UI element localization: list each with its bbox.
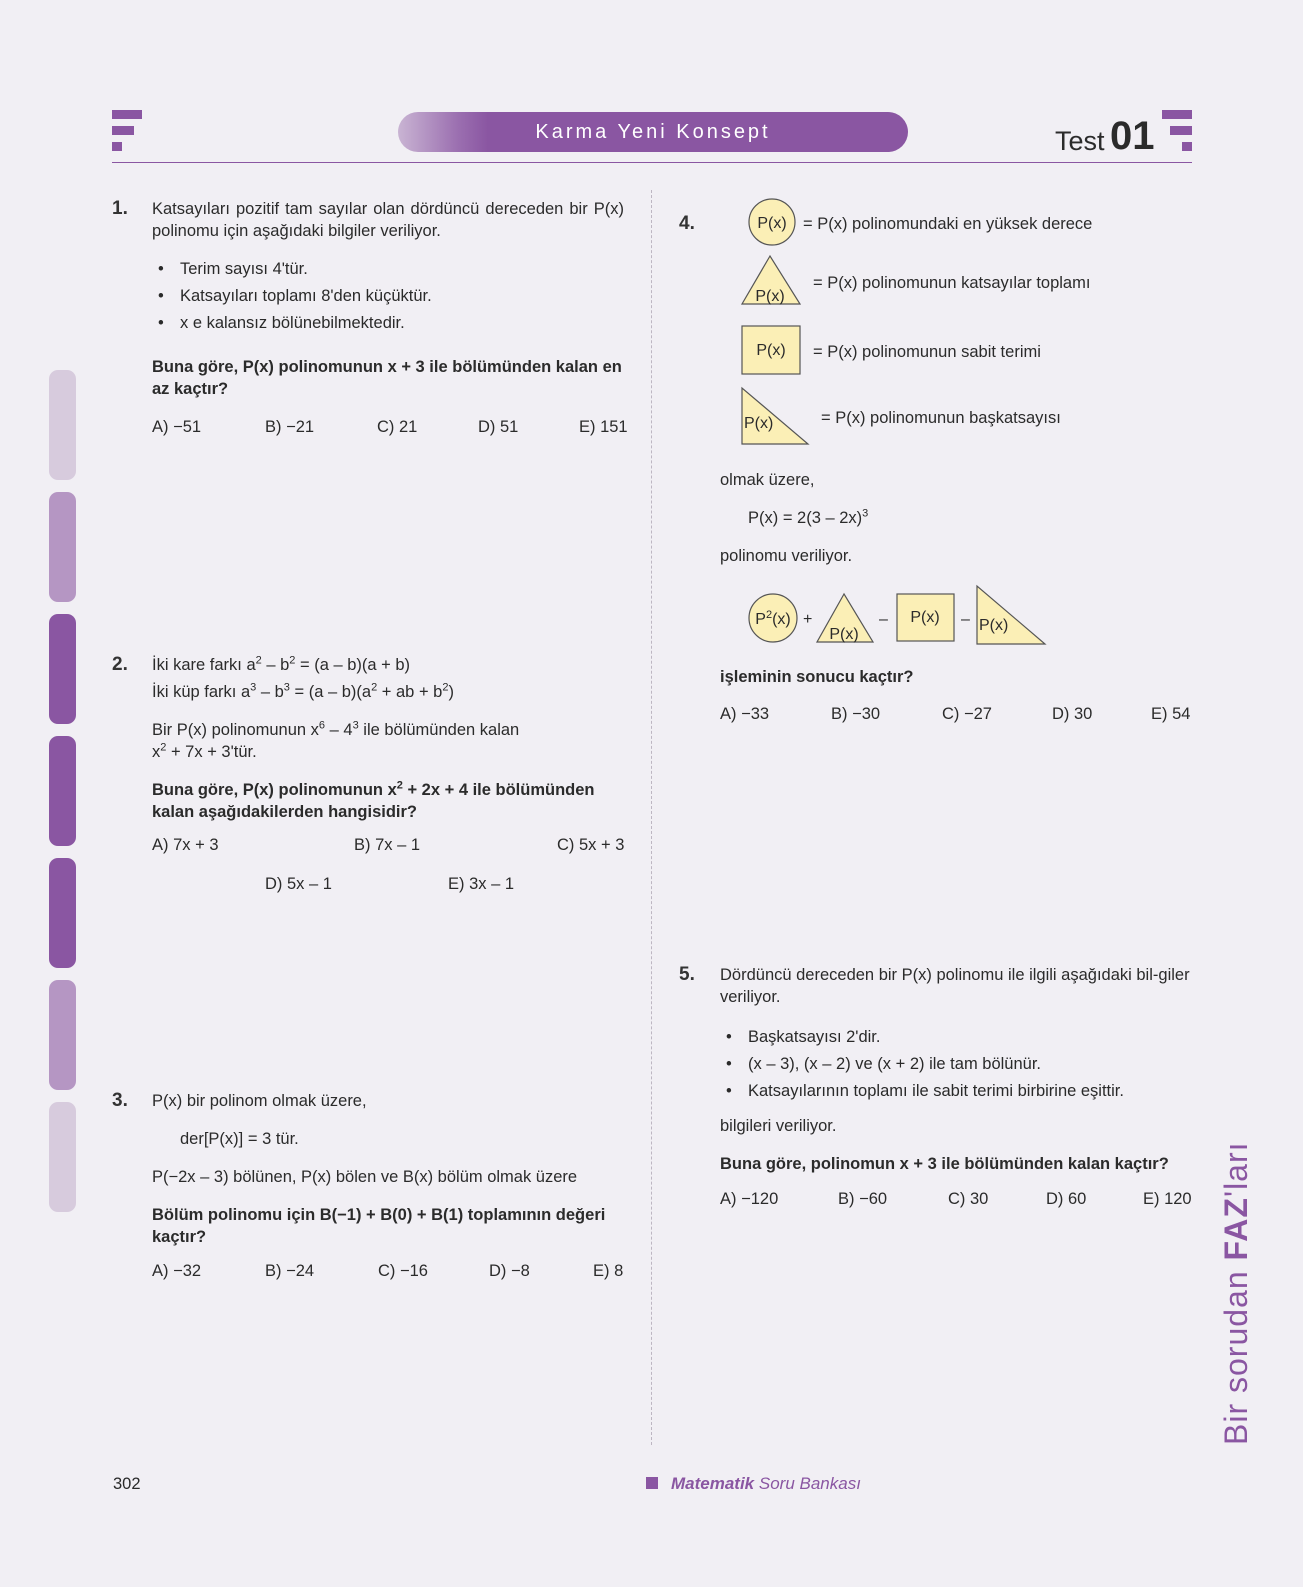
question-number: 4. xyxy=(679,213,695,234)
q3-line1: P(x) bir polinom olmak üzere, xyxy=(152,1092,367,1110)
q4-equation: P(x) = 2(3 – 2x)$^3$ xyxy=(748,507,869,527)
logo-left xyxy=(112,110,142,152)
option: D) −8 xyxy=(489,1262,530,1280)
def-square: = P(x) polinomunun sabit terimi xyxy=(813,343,1041,361)
option: A) −32 xyxy=(152,1262,202,1280)
shape-label: P(x) xyxy=(910,609,940,626)
option: E) 151 xyxy=(579,418,628,436)
header-rule xyxy=(112,162,1192,163)
banner-title: Karma Yeni Konsept xyxy=(535,121,771,143)
q5-bullets xyxy=(720,1024,1192,1105)
q4-question: işleminin sonucu kaçtır? xyxy=(720,668,914,686)
question-number: 2. xyxy=(112,654,128,675)
side-slogan: Bir sorudan FAZ'ları xyxy=(1218,1141,1254,1445)
option: D) 5x – 1 xyxy=(265,875,332,893)
option: E) 54 xyxy=(1151,705,1191,723)
option: C) 5x + 3 xyxy=(557,836,625,854)
right-triangle-shape xyxy=(977,586,1045,644)
list-item: • (x – 3), (x – 2) ve (x + 2) ile tam bölünür. xyxy=(720,1051,1192,1078)
question-number: 5. xyxy=(679,964,695,985)
option: A) 7x + 3 xyxy=(152,836,219,854)
def-triangle: = P(x) polinomunun katsayılar toplamı xyxy=(813,274,1091,292)
question-number: 1. xyxy=(112,198,128,219)
option: B) −21 xyxy=(265,418,315,436)
option: C) −16 xyxy=(378,1262,428,1280)
column-divider xyxy=(651,190,652,1445)
option: D) 51 xyxy=(478,418,519,436)
question-number: 3. xyxy=(112,1090,128,1111)
q3-line2: der[P(x)] = 3 tür. xyxy=(180,1130,299,1148)
test-number: 01 xyxy=(1110,114,1155,158)
footer-square xyxy=(646,1477,658,1489)
option: A) −51 xyxy=(152,418,202,436)
side-tab xyxy=(49,614,76,724)
shape-label: P(x) xyxy=(756,342,786,359)
side-tab xyxy=(49,858,76,968)
q4-verilir: polinomu veriliyor. xyxy=(720,547,853,565)
option: D) 30 xyxy=(1052,705,1093,723)
q2-line2: İki küp farkı $a^3 - b^3 = (a - b)(a^2$ + ab + $b^2$) xyxy=(152,681,454,701)
q5-after: bilgileri veriliyor. xyxy=(720,1117,837,1135)
logo-right xyxy=(1162,110,1192,152)
shape-label: P(x) xyxy=(744,415,774,432)
q4-olmak: olmak üzere, xyxy=(720,471,815,489)
option: C) −27 xyxy=(942,705,992,723)
q5-intro: Dördüncü dereceden bir P(x) polinomu ile ilgili aşağıdaki bil-giler veriliyor. xyxy=(720,966,1190,1006)
def-circle: = P(x) polinomundaki en yüksek derece xyxy=(803,215,1093,233)
q3-line3: P(−2x – 3) bölünen, P(x) bölen ve B(x) bölüm olmak üzere xyxy=(152,1168,578,1186)
list-item: • Katsayıları toplamı 8'den küçüktür. xyxy=(152,283,622,310)
option: A) −120 xyxy=(720,1190,779,1208)
q1-intro: Katsayıları pozitif tam sayılar olan dördüncü dereceden bir P(x) polinomu için aşağıdaki bilgiler veriliyor. xyxy=(152,200,624,240)
book-title: Matematik Soru Bankası xyxy=(671,1474,861,1493)
shape-label: P(x) xyxy=(979,617,1009,634)
shape-label: P(x) xyxy=(757,215,787,232)
option: B) −60 xyxy=(838,1190,888,1208)
option: B) 7x – 1 xyxy=(354,836,421,854)
side-tab xyxy=(49,736,76,846)
option: E) 120 xyxy=(1143,1190,1192,1208)
option: D) 60 xyxy=(1046,1190,1087,1208)
page-number: 302 xyxy=(113,1475,141,1493)
side-tab xyxy=(49,492,76,602)
shape-label: P(x) xyxy=(755,288,785,305)
q5-question: Buna göre, polinomun x + 3 ile bölümünden kalan kaçtır? xyxy=(720,1155,1169,1173)
side-tab xyxy=(49,1102,76,1212)
list-item: • Terim sayısı 4'tür. xyxy=(152,256,622,283)
option: A) −33 xyxy=(720,705,770,723)
expression xyxy=(735,582,1055,646)
test-label: Test xyxy=(1055,126,1105,156)
minus-sign: – xyxy=(961,611,970,628)
option: B) −24 xyxy=(265,1262,315,1280)
shape-label: $P^2(x)$ xyxy=(755,609,791,628)
option: C) 21 xyxy=(377,418,418,436)
list-item: • x e kalansız bölünebilmektedir. xyxy=(152,310,622,337)
side-tab xyxy=(49,370,76,480)
minus-sign: – xyxy=(879,611,888,628)
q2-given: Bir P(x) polinomunun $x^6 - 4^3$ ile bölümünden kalan $x^2 + 7x$ + 3'tür. xyxy=(152,719,520,761)
plus-sign: + xyxy=(803,611,813,628)
list-item: • Başkatsayısı 2'dir. xyxy=(720,1024,1192,1051)
option: B) −30 xyxy=(831,705,881,723)
list-item: • Katsayılarının toplamı ile sabit terimi birbirine eşittir. xyxy=(720,1078,1192,1105)
q1-bullets xyxy=(152,256,622,337)
option: C) 30 xyxy=(948,1190,989,1208)
def-right-triangle: = P(x) polinomunun başkatsayısı xyxy=(821,409,1061,427)
q2-line1: İki kare farkı $a^2 - b^2 = (a - b)(a + b)$ xyxy=(152,654,411,674)
shape-label: P(x) xyxy=(829,626,859,643)
q2-question: Buna göre, P(x) polinomunun $x^2 + 2x + 4$ ile bölümünden kalan aşağıdakilerden hangisidir? xyxy=(152,779,595,821)
q3-question: Bölüm polinomu için B(−1) + B(0) + B(1) toplamının değeri kaçtır? xyxy=(152,1206,606,1246)
q1-question: Buna göre, P(x) polinomunun x + 3 ile bölümünden kalan en az kaçtır? xyxy=(152,358,622,398)
option: E) 8 xyxy=(593,1262,624,1280)
side-tab xyxy=(49,980,76,1090)
option: E) 3x – 1 xyxy=(448,875,515,893)
